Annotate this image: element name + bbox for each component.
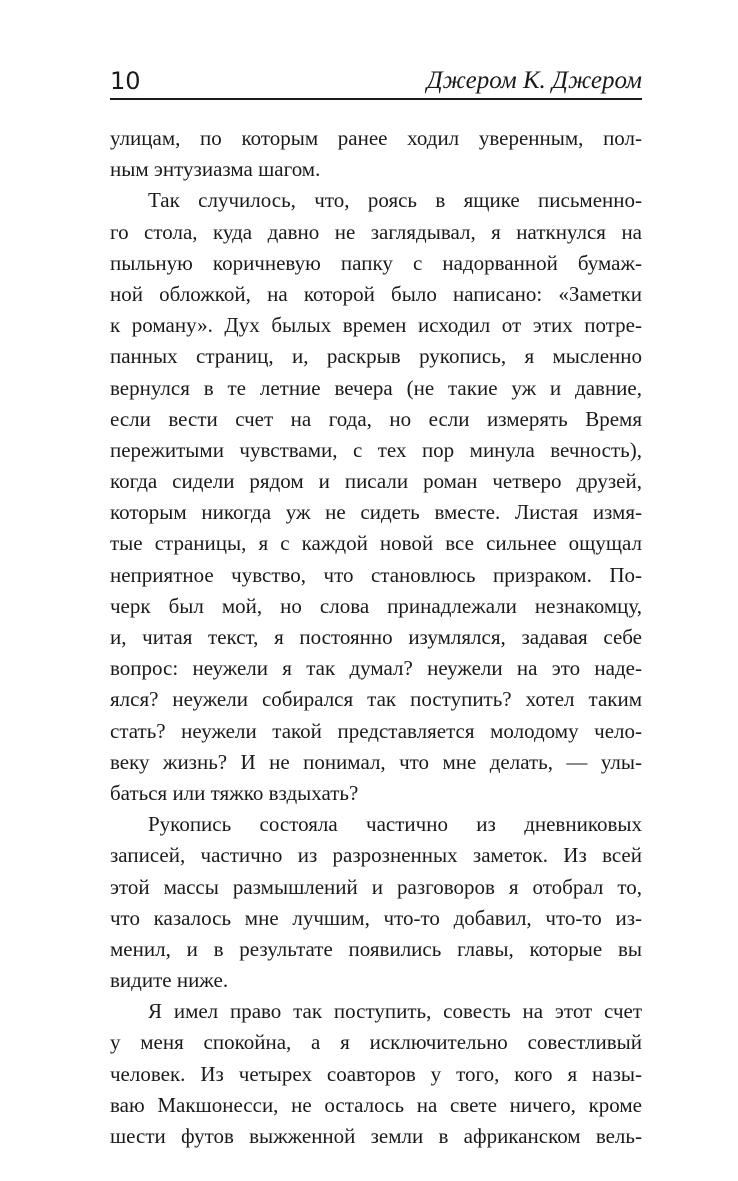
text-line: го стола, куда давно не заглядывал, я наткнулся на — [110, 219, 642, 244]
text-line: улицам, по которым ранее ходил уверенным, пол- — [110, 126, 642, 150]
text-line: человек. Из четырех соавторов у того, кого я назы- — [110, 1061, 642, 1086]
running-head-author: Джером К. Джером — [426, 67, 642, 94]
text-line: ной обложкой, на которой было написано: «Заметки — [110, 281, 642, 306]
text-line: видите ниже. — [110, 968, 229, 993]
text-line: если вести счет на года, но если измерять Время — [110, 406, 642, 431]
text-line: менил, и в результате появились главы, которые вы — [110, 936, 642, 961]
text-line: неприятное чувство, что становлюсь призраком. По- — [110, 562, 642, 587]
text-line: Так случилось, что, роясь в ящике письменно- — [148, 188, 642, 213]
header-rule — [110, 98, 642, 100]
text-line: этой массы размышлений и разговоров я отобрал то, — [110, 874, 642, 899]
text-line: стать? неужели такой представляется молодому чело- — [110, 718, 642, 743]
text-line: к роману». Дух былых времен исходил от этих потре- — [110, 313, 642, 338]
text-line: когда сидели рядом и писали роман четверо друзей, — [110, 469, 642, 494]
text-line: панных страниц, и, раскрыв рукопись, я мысленно — [110, 344, 642, 369]
text-line: вопрос: неужели я так думал? неужели на это наде- — [110, 656, 642, 681]
text-line: баться или тяжко вздыхать? — [110, 780, 359, 805]
text-line: веку жизнь? И не понимал, что мне делать, — улы- — [110, 749, 642, 774]
text-line: Рукопись состояла частично из дневниковых — [148, 812, 642, 837]
body-text — [110, 123, 642, 1152]
text-line: пыльную коричневую папку с надорванной бумаж- — [110, 250, 642, 275]
text-line: что казалось мне лучшим, что-то добавил, что-то из- — [110, 905, 642, 930]
text-line: шести футов выжженной земли в африканском вель- — [110, 1124, 642, 1148]
text-line: записей, частично из разрозненных заметок. Из всей — [110, 843, 642, 868]
text-line: черк был мой, но слова принадлежали незнакомцу, — [110, 593, 642, 618]
text-line: пережитыми чувствами, с тех пор минула вечность), — [110, 437, 642, 462]
page-number: 10 — [110, 67, 141, 95]
text-line: Я имел право так поступить, совесть на этот счет — [148, 999, 642, 1024]
text-line: тые страницы, я с каждой новой все сильнее ощущал — [110, 531, 642, 556]
text-line: и, читая текст, я постоянно изумлялся, задавая себе — [110, 625, 642, 649]
text-line: у меня спокойна, а я исключительно совестливый — [110, 1030, 642, 1055]
text-line: ваю Макшонесси, не осталось на свете ничего, кроме — [110, 1092, 642, 1117]
text-line: вернулся в те летние вечера (не такие уж и давние, — [110, 375, 642, 400]
text-line: ялся? неужели собирался так поступить? хотел таким — [110, 687, 642, 712]
text-line: ным энтузиазма шагом. — [110, 157, 321, 182]
text-line: которым никогда уж не сидеть вместе. Листая измя- — [110, 500, 642, 525]
